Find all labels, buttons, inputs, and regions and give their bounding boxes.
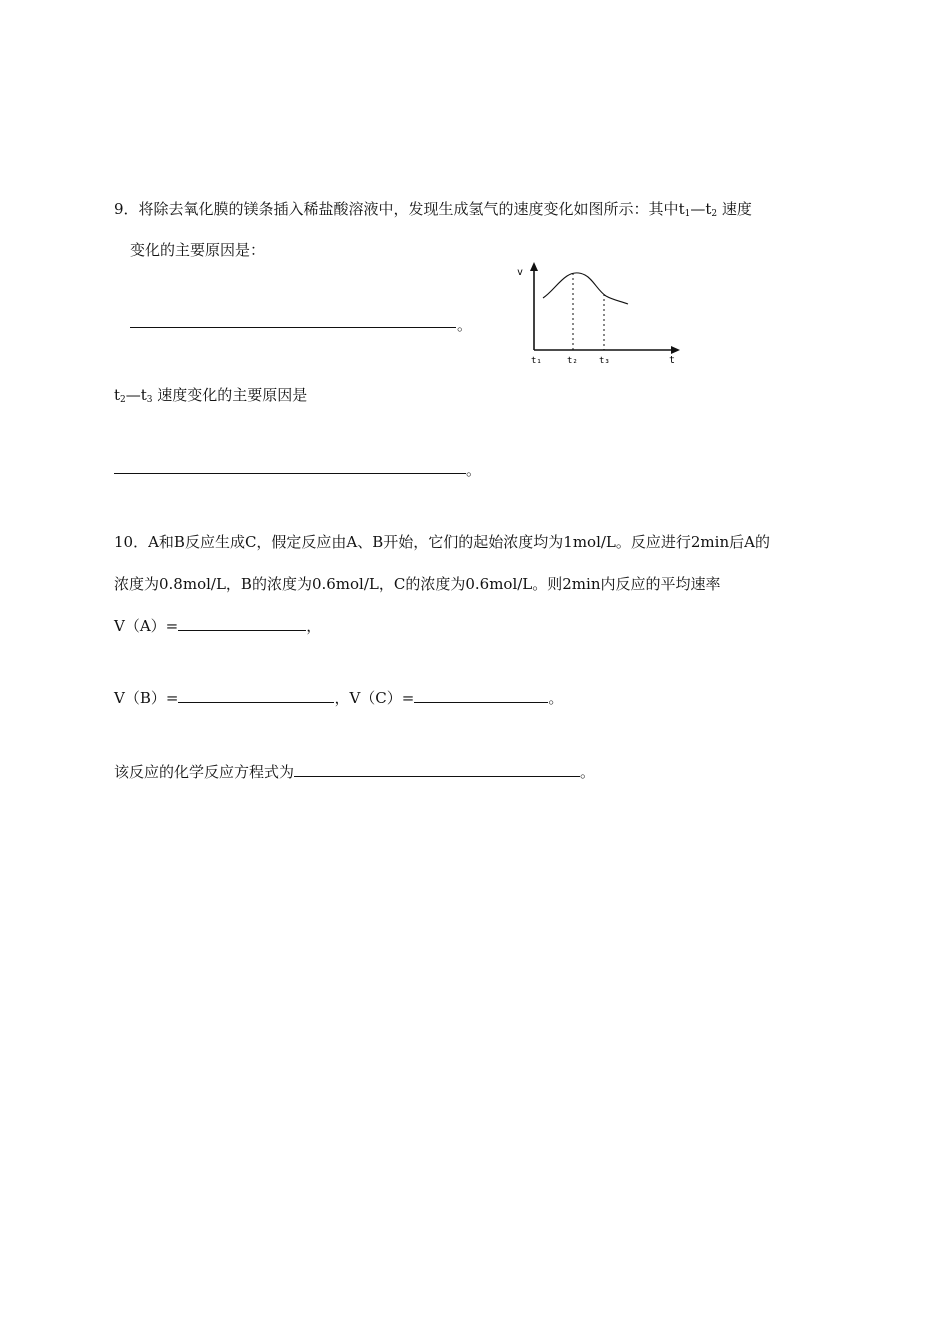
q10-line2: 浓度为0.8mol/L，B的浓度为0.6mol/L，C的浓度为0.6mol/L。则2min内反应的平均速率 (114, 575, 721, 593)
x-axis-label: t (669, 355, 676, 366)
q9-answer-blank-2[interactable] (114, 473, 466, 474)
q9-line1 (114, 199, 752, 224)
y-axis-arrow (530, 262, 538, 271)
va-label: V（A）= (114, 617, 179, 635)
vb-blank[interactable] (178, 688, 334, 703)
q10-line1: 10．A和B反应生成C，假定反应由A、B开始，它们的起始浓度均为1mol/L。反应进行2min后A的 (114, 533, 770, 551)
t3-label: $t_3$ (140, 386, 153, 405)
dash: — (690, 200, 706, 218)
vc-tail: 。 (548, 689, 564, 707)
velocity-time-graph (510, 258, 690, 370)
tick-t1: t₁ (531, 356, 542, 366)
t2-label-b: $t_2$ (114, 386, 126, 405)
tick-t2: t₂ (567, 356, 578, 366)
va-tail: ， (306, 617, 322, 635)
velocity-curve (543, 273, 628, 304)
eq-tail: 。 (580, 763, 596, 781)
vb-label: V（B）= (114, 689, 179, 707)
q9-line3 (114, 385, 307, 410)
q9-line3-tail: 速度变化的主要原因是 (152, 386, 308, 404)
y-axis-label: v (517, 267, 524, 278)
q10-vbc-line (114, 688, 563, 708)
q9-line1-text: 9．将除去氧化膜的镁条插入稀盐酸溶液中，发现生成氢气的速度变化如图所示：其中 (114, 200, 679, 218)
q9-end2: 。 (466, 461, 482, 479)
va-blank[interactable] (178, 616, 306, 631)
vc-label: ，V（C）= (334, 689, 415, 707)
x-axis-arrow (671, 346, 680, 354)
q9-line1-tail: 速度 (717, 200, 752, 218)
dash-b: — (125, 386, 141, 404)
q10-va-line (114, 616, 321, 636)
vc-blank[interactable] (414, 688, 548, 703)
q9-answer-blank-1[interactable] (130, 327, 456, 328)
tick-t3: t₃ (599, 356, 610, 366)
t1-label: $t_1$ (678, 200, 691, 219)
q9-end1: 。 (457, 316, 473, 334)
t2-label: $t_2$ (705, 200, 718, 219)
eq-blank[interactable] (294, 762, 580, 777)
q9-line2: 变化的主要原因是： (130, 241, 266, 259)
q10-eq-line (114, 762, 595, 782)
eq-label: 该反应的化学反应方程式为 (114, 763, 295, 781)
